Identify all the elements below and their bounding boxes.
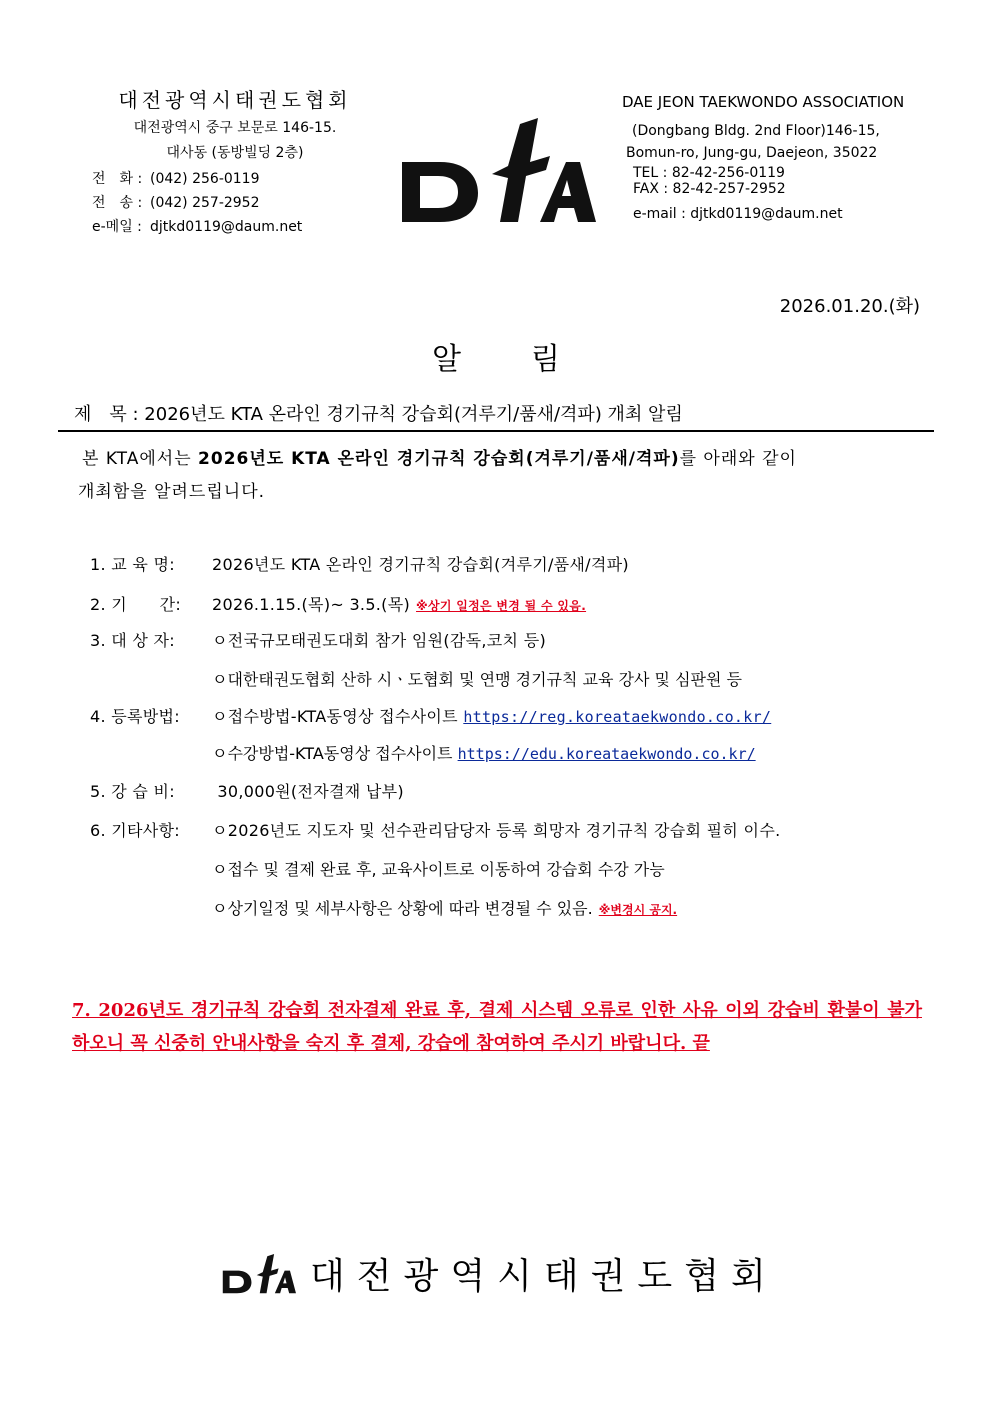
intro-suffix: 를 아래와 같이	[679, 449, 797, 469]
item-value: ㅇ접수방법-KTA동영상 접수사이트	[212, 707, 464, 726]
phone-row	[92, 168, 260, 188]
item-label: 4. 등록방법:	[90, 707, 180, 726]
phone-label: 전 화 :	[92, 171, 143, 187]
email-label: e-메일 :	[92, 219, 142, 235]
org-name-english: DAE JEON TAEKWONDO ASSOCIATION	[622, 93, 905, 111]
refund-warning: 7. 2026년도 경기규칙 강습회 전자결제 완료 후, 결제 시스템 오류로 인한 사유 이외 강습비 환불이 불가 하오니 꼭 신중히 안내사항을 숙지 후 결제, 강습에 참여하여 주시기 바랍니다. 끝	[72, 1000, 922, 1054]
intro-prefix: 본 KTA에서는	[82, 449, 199, 469]
item-fee	[90, 779, 404, 802]
item-value: ㅇ수강방법-KTA동영상 접수사이트	[212, 744, 458, 763]
item-period	[90, 592, 586, 615]
dta-logo	[400, 118, 596, 224]
intro-paragraph	[78, 443, 797, 509]
org-name-korean: 대전광역시태권도협회	[118, 88, 352, 112]
en-tel: TEL : 82-42-256-0119	[633, 165, 785, 181]
item-target	[90, 628, 546, 651]
item-value: ㅇ2026년도 지도자 및 선수관리담당자 등록 희망자 경기규칙 강습회 필히 이수.	[212, 821, 781, 840]
intro-line2: 개최함을 알려드립니다.	[78, 482, 266, 502]
fax-row	[92, 192, 260, 212]
footer-dta-logo	[218, 1254, 300, 1294]
item-label: 2. 기 간:	[90, 595, 182, 614]
email-value: djtkd0119@daum.net	[150, 219, 303, 235]
item-value: 30,000원(전자결재 납부)	[212, 782, 404, 801]
subject-line: 제 목 : 2026년도 KTA 온라인 경기규칙 강습회(겨루기/품새/격파) 개최 알림	[74, 404, 683, 425]
item-target-sub: ㅇ대한태권도협회 산하 시ㆍ도협회 및 연맹 경기규칙 교육 강사 및 심판원 등	[212, 670, 742, 689]
footer-org-name: 대전광역시태권도협회	[310, 1256, 778, 1297]
registration-link[interactable]: https://reg.koreataekwondo.co.kr/	[463, 708, 772, 726]
subject-divider	[58, 430, 934, 432]
phone-value: (042) 256-0119	[150, 171, 260, 187]
item-course-name	[90, 552, 629, 575]
intro-bold: 2026년도 KTA 온라인 경기규칙 강습회(겨루기/품새/격파)	[198, 449, 680, 469]
item-etc	[90, 818, 780, 841]
item-value: 2026년도 KTA 온라인 경기규칙 강습회(겨루기/품새/격파)	[212, 555, 629, 574]
en-fax: FAX : 82-42-257-2952	[633, 181, 786, 197]
org-address-line2: 대사동 (동방빌딩 2층)	[166, 145, 304, 161]
org-address-line1: 대전광역시 중구 보문로 146-15.	[133, 120, 337, 136]
item-value: 2026.1.15.(목)~ 3.5.(목)	[212, 595, 411, 614]
item-value: ㅇ상기일정 및 세부사항은 상황에 따라 변경될 수 있음.	[212, 899, 593, 918]
item-label: 5. 강 습 비:	[90, 782, 175, 801]
item-label: 6. 기타사항:	[90, 821, 180, 840]
item-registration	[90, 704, 771, 727]
en-email: e-mail : djtkd0119@daum.net	[633, 206, 843, 222]
item-label: 1. 교 육 명:	[90, 555, 175, 574]
en-address-line1: (Dongbang Bldg. 2nd Floor)146-15,	[632, 123, 880, 139]
page-title: 알림	[432, 342, 630, 377]
schedule-change-note: ※상기 일정은 변경 될 수 있음.	[416, 599, 587, 613]
document-date: 2026.01.20.(화)	[779, 296, 920, 317]
item-attend	[212, 741, 756, 764]
change-notice-note: ※변경시 공지.	[598, 903, 678, 917]
fax-label: 전 송 :	[92, 195, 143, 211]
item-label: 3. 대 상 자:	[90, 631, 175, 650]
item-value: ㅇ전국규모태권도대회 참가 임원(감독,코치 등)	[212, 631, 546, 650]
en-address-line2: Bomun-ro, Jung-gu, Daejeon, 35022	[626, 145, 878, 161]
email-row	[92, 216, 302, 236]
fax-value: (042) 257-2952	[150, 195, 260, 211]
item-etc-sub1: ㅇ접수 및 결제 완료 후, 교육사이트로 이동하여 강습회 수강 가능	[212, 860, 665, 879]
item-etc-sub2	[212, 896, 677, 919]
course-link[interactable]: https://edu.koreataekwondo.co.kr/	[457, 745, 756, 763]
